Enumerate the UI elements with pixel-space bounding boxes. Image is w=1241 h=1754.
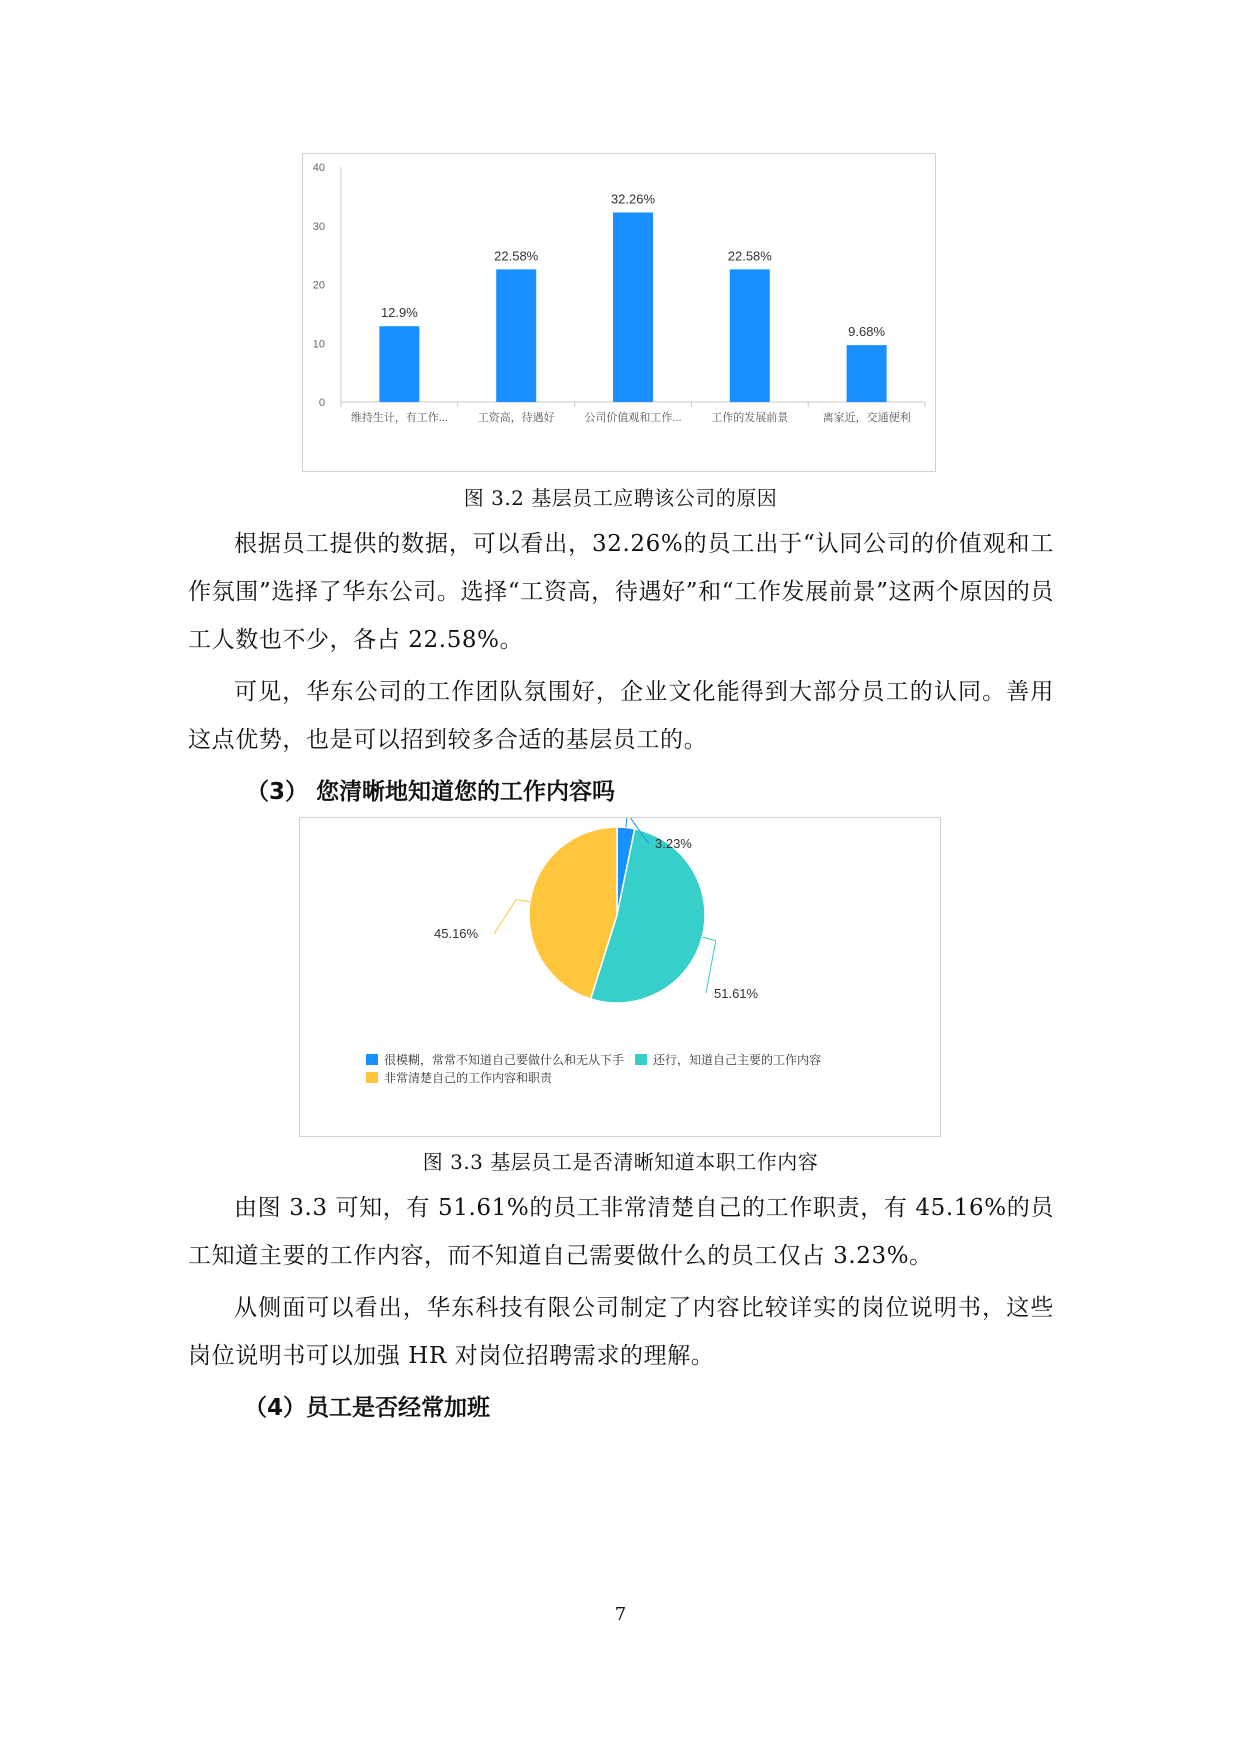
bar <box>847 345 887 402</box>
pie-leader-line <box>494 900 530 934</box>
x-category-label: 工作的发展前景 <box>711 412 789 424</box>
y-tick-label: 0 <box>318 397 325 409</box>
paragraph-2: 可见，华东公司的工作团队氛围好，企业文化能得到大部分员工的认同。善用这点优势，也是可以招到较多合适的基层员工的。 <box>188 679 1054 753</box>
legend-label: 很模糊，常常不知道自己要做什么和无从下手 <box>384 1053 625 1067</box>
legend-label: 还行，知道自己主要的工作内容 <box>653 1053 822 1067</box>
paragraph-4: 从侧面可以看出，华东科技有限公司制定了内容比较详实的岗位说明书，这些岗位说明书可以加强 HR 对岗位招聘需求的理解。 <box>188 1295 1054 1369</box>
y-tick-label: 10 <box>312 338 325 351</box>
bar-value-label: 32.26% <box>610 191 656 207</box>
bar <box>379 326 419 402</box>
pie-chart <box>299 817 941 1137</box>
bar <box>730 269 770 402</box>
bar <box>613 212 653 402</box>
bar-value-label: 22.58% <box>727 248 772 264</box>
y-tick-label: 30 <box>312 220 325 233</box>
bar-value-label: 9.68% <box>848 324 886 340</box>
x-category-label: 公司价值观和工作... <box>584 412 682 424</box>
section-heading-4: （4）员工是否经常加班 <box>244 1395 491 1421</box>
pie-leader-line <box>702 937 716 993</box>
legend-swatch <box>366 1072 378 1083</box>
y-tick-label: 40 <box>312 162 325 174</box>
legend-label: 非常清楚自己的工作内容和职责 <box>384 1071 553 1085</box>
page-number: 7 <box>614 1604 627 1625</box>
x-category-label: 工资高，待遇好 <box>477 412 555 424</box>
bar-value-label: 22.58% <box>494 248 539 264</box>
x-category-label: 维持生计，有工作... <box>350 412 448 424</box>
bar <box>496 269 536 402</box>
bar-chart-svg <box>303 154 935 471</box>
bar-chart <box>302 153 936 472</box>
figure-caption-3-2: 图 3.2 基层员工应聘该公司的原因 <box>463 486 778 510</box>
legend-swatch <box>366 1054 378 1065</box>
bar-value-label: 12.9% <box>380 305 418 321</box>
pie-chart-svg <box>300 818 940 1136</box>
pie-value-label: 51.61% <box>714 986 759 1001</box>
pie-value-label: 45.16% <box>434 926 479 941</box>
figure-caption-3-3: 图 3.3 基层员工是否清晰知道本职工作内容 <box>422 1150 819 1174</box>
paragraph-3: 由图 3.3 可知，有 51.61%的员工非常清楚自己的工作职责，有 45.16%的员工知道主要的工作内容，而不知道自己需要做什么的员工仅占 3.23%。 <box>188 1195 1054 1269</box>
section-heading-3: （3） 您清晰地知道您的工作内容吗 <box>246 779 616 805</box>
legend-swatch <box>635 1054 647 1065</box>
pie-value-label: 3.23% <box>655 836 692 851</box>
paragraph-1: 根据员工提供的数据，可以看出，32.26%的员工出于“认同公司的价值观和工作氛围”选择了华东公司。选择“工资高，待遇好”和“工作发展前景”这两个原因的员工人数也不少，各占 22.58%。 <box>188 531 1054 653</box>
x-category-label: 离家近，交通便利 <box>822 412 911 424</box>
y-tick-label: 20 <box>312 279 325 292</box>
